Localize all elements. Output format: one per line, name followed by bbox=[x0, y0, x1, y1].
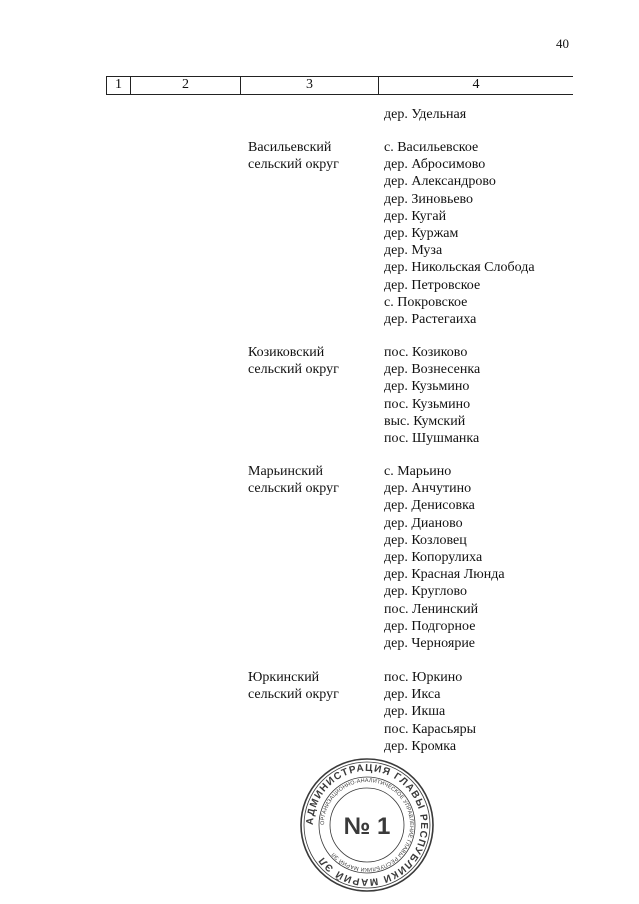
district-name bbox=[248, 344, 378, 378]
settlement-item: дер. Никольская Слобода bbox=[384, 260, 535, 276]
seal-outer-text: АДМИНИСТРАЦИЯ ГЛАВЫ РЕСПУБЛИКИ МАРИЙ ЭЛ bbox=[304, 762, 430, 888]
settlement-item: дер. Икса bbox=[384, 687, 441, 703]
settlement-item: дер. Растегаиха bbox=[384, 312, 477, 328]
district-name-line: сельский округ bbox=[248, 157, 339, 173]
settlement-list bbox=[384, 344, 614, 447]
settlement-item: с. Марьино bbox=[384, 464, 452, 479]
settlement-item: пос. Юркино bbox=[384, 670, 463, 685]
settlement-item: дер. Куржам bbox=[384, 226, 459, 242]
settlement-item: дер. Александрово bbox=[384, 174, 496, 190]
settlement-item: дер. Красная Люнда bbox=[384, 567, 505, 583]
district-name-line: Козиковский bbox=[248, 345, 325, 360]
settlement-list bbox=[384, 669, 614, 755]
district-name bbox=[248, 463, 378, 497]
settlement-item: дер. Петровское bbox=[384, 277, 481, 293]
seal-number: № 1 bbox=[343, 813, 391, 840]
settlement-item: пос. Ленинский bbox=[384, 601, 479, 617]
district-name-line: Васильевский bbox=[248, 140, 332, 155]
settlement-item: с. Покровское bbox=[384, 294, 468, 310]
settlement-item: дер. Копорулиха bbox=[384, 550, 483, 566]
settlement-item: дер. Круглово bbox=[384, 584, 468, 600]
settlement-item: пос. Карасьяры bbox=[384, 721, 477, 737]
header-col-4: 4 bbox=[378, 77, 573, 94]
settlement-item: дер. Подгорное bbox=[384, 618, 476, 634]
settlement-list bbox=[384, 106, 614, 123]
district-name-line: Юркинский bbox=[248, 670, 320, 685]
seal-inner-text: ОРГАНИЗАЦИОННО-АНАЛИТИЧЕСКОЕ УПРАВЛЕНИЕ ГЛАВЫ РЕСПУБЛИКИ МАРИЙ ЭЛ bbox=[319, 777, 415, 873]
settlement-item: дер. Козловец bbox=[384, 532, 467, 548]
header-col-1: 1 bbox=[106, 77, 130, 94]
settlement-list bbox=[384, 139, 614, 328]
settlement-item: дер. Анчутино bbox=[384, 481, 472, 497]
header-col-2: 2 bbox=[130, 77, 240, 94]
settlement-item: дер. Муза bbox=[384, 243, 443, 259]
settlement-item: дер. Кузьмино bbox=[384, 379, 470, 395]
settlement-item: пос. Козиково bbox=[384, 345, 468, 360]
settlement-item: дер. Абросимово bbox=[384, 157, 486, 173]
district-name bbox=[248, 669, 378, 703]
district-name-line: Марьинский bbox=[248, 464, 324, 479]
settlement-item: с. Васильевское bbox=[384, 140, 479, 155]
header-col-3: 3 bbox=[240, 77, 378, 94]
settlement-item: дер. Кугай bbox=[384, 208, 447, 224]
official-seal bbox=[299, 757, 435, 893]
settlement-list bbox=[384, 463, 614, 652]
settlement-item: дер. Черноярие bbox=[384, 636, 476, 652]
settlement-item: дер. Зиновьево bbox=[384, 191, 474, 207]
settlement-item: пос. Шушманка bbox=[384, 431, 480, 447]
page-number: 40 bbox=[556, 36, 569, 51]
settlement-item: дер. Дианово bbox=[384, 515, 463, 531]
settlement-item: пос. Кузьмино bbox=[384, 396, 471, 412]
district-name bbox=[248, 139, 378, 173]
settlement-item: дер. Удельная bbox=[384, 107, 467, 122]
settlement-item: дер. Икша bbox=[384, 704, 446, 720]
district-name-line: сельский округ bbox=[248, 362, 339, 378]
district-name-line: сельский округ bbox=[248, 481, 339, 497]
settlement-item: дер. Вознесенка bbox=[384, 362, 481, 378]
settlement-item: дер. Денисовка bbox=[384, 498, 475, 514]
district-name-line: сельский округ bbox=[248, 687, 339, 703]
settlement-item: выс. Кумский bbox=[384, 413, 466, 429]
settlement-item: дер. Кромка bbox=[384, 738, 457, 754]
